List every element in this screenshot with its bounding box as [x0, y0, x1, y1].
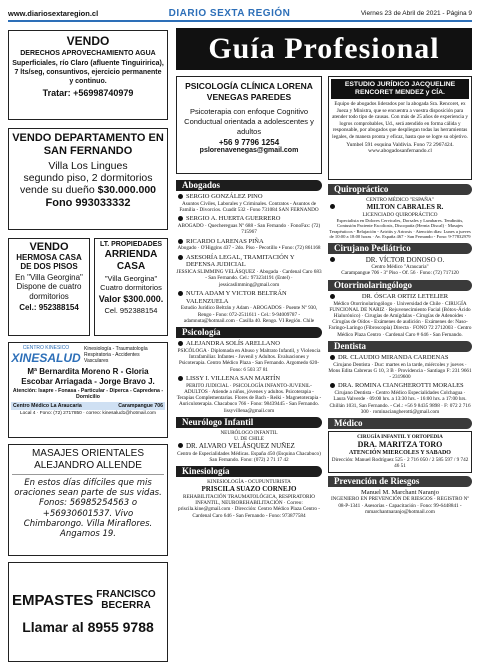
ad-contact: Local 4 · Fono: (72) 2717850 · correo: kinesalud1@hotmail.com [19, 411, 157, 417]
dentista-list [328, 354, 472, 415]
guia-title: Guía Profesional [176, 28, 472, 70]
estudio-juridico-box [328, 76, 472, 180]
ad-name: FRANCISCO BECERRA [96, 589, 156, 611]
listing-detail: Dirección: Manuel Rodríguez 525 · 2 716 050 / 2 585 597 / 9 742 46 51 [331, 457, 469, 470]
listing-detail: ABOGADO · Quechereguas Nº 688 - San Fernando · FonoFax: (72) 715967 [177, 223, 321, 236]
psicologia-list [176, 340, 322, 414]
ad-arrienda-casa [94, 238, 168, 336]
ad-subtitle: DERECHOS APROVECHAMIENTO AGUA [20, 50, 156, 57]
listing-name: DRA. ROMINA CIANGHEROTTI MORALES [328, 382, 472, 390]
listing-name: LISSY I. VILLENA SAN MARTÍN [176, 375, 322, 383]
ad-price: $30.000.000 [97, 184, 157, 197]
listing-line: KINESIOLOGÍA - OCUPUNTURISTA [207, 479, 291, 486]
listing-name: DR. CLAUDIO MIRANDA CARDENAS [328, 354, 472, 362]
listing-title: ESTUDIO JURÍDICO JACQUELINE RENCORET MENDEZ y CÍA. [331, 79, 469, 99]
listing-detail: Cirujano Dentista - Centro Médico Especialidades Colchagua · Laura Valverde · 09:00 hrs. a 13:30 hrs. - 16:00 hrs. a 17:00 hrs. Chillán 1031, San Fernando. - Cel.: +56 9 8435 9898 · F: 072 2 716 300 · rominaciangherotti@gmail.com [329, 390, 471, 415]
listing-item [176, 193, 322, 213]
section-medico: Médico [328, 418, 472, 429]
ad-line: segundo piso, 2 dormitorios [23, 172, 153, 185]
site-url[interactable]: www.diariosextaregion.cl [8, 8, 99, 18]
ad-price: Valor $300.000. [98, 294, 164, 304]
ad-phone: Llamar al 8955 9788 [22, 619, 154, 635]
ad-line: Dispone de cuatro dormitorios [16, 282, 82, 301]
ad-body: Superficiales, río Claro (afluente Tinguiririca), 7 lts/seg, consuntivos, ejercicio permanente y continuo. [12, 60, 164, 86]
listing-body: Equipo de abogados liderados por la abogada Sra. Rencoret, ex Jueza y Ministra, que se encuentra a vuestra disposición para atender todo tipo de causas. Con más de 25 años de experiencia y logros comprobables, Ud., será atendido en forma cálida y responsable, por abogados que despliegan todas las herramientas legales, de manera pronta y eficaz, hasta que se logre su objetivo. [332, 101, 468, 140]
ad-masajes [8, 444, 168, 556]
ad-phone: Fono 993033332 [45, 197, 131, 210]
ad-line: HERMOSA CASA DE DOS PISOS [16, 253, 82, 272]
listing-web[interactable]: www.abogadosanfernando.cl [368, 148, 432, 155]
listing-name: DR. ALVARO VELÁSQUEZ NUÑEZ [176, 442, 322, 450]
listing-body: Psicoterapia con enfoque Cognitivo Conductual orientada a adolescentes y adultos [184, 107, 314, 136]
listing-detail: Médico Otorrinolaringólogo · Universidad de Chile · CIRUGÍA FUNCIONAL DE NARIZ · Rejuvenecimiento Facial (Bótox-Ácido Hialurónico) · Cirugías de Amígdalas - Cirugías de Adenoides · Cirugías de Oídos - Exámenes de audición · Exámenes de: Naso-Faringo-Laringo (Fibroscopía) Directa · FONO 72 2712003 · Centro Médico Plaza Centro · Cardenal Caro # 646 - San Fernando. [328, 300, 472, 338]
listing-name: MILTON CABRALES R. [328, 203, 472, 211]
middle-column [176, 180, 322, 519]
listing-line: Centro Médico "Araucaria" [371, 264, 429, 271]
ad-vendo-agua [8, 30, 168, 120]
ad-title: VENDO [29, 241, 69, 253]
ad-title: VENDO DEPARTAMENTO EN SAN FERNANDO [12, 132, 164, 157]
page-date: Viernes 23 de Abril de 2021 - Página 9 [360, 9, 472, 17]
section-otorrino: Otorrinolaringólogo [328, 280, 472, 291]
section-quiropractico: Quiropráctico [328, 184, 472, 195]
listing-line: CIRUGÍA INFANTIL Y ORTOPEDIA [357, 434, 443, 441]
listing-detail: JESSICA SLIMMING VELÁSQUEZ · Abogada · Cardenal Caro 683 - San Fernando. Cel.: 973234191 (Entel) · jessicaslimming@gmail.com [176, 269, 322, 288]
psicologia-clinica-box [176, 76, 322, 174]
logo-tag: CENTRO KINESICO [22, 345, 70, 351]
ad-phone: Cel. 952388154 [104, 306, 158, 315]
listing-item [328, 354, 472, 381]
listing-item [176, 375, 322, 414]
listing-item [176, 238, 322, 252]
ad-line: Cuatro dormitorios [100, 283, 162, 292]
ad-xinesalud [8, 342, 168, 438]
ad-center: Centro Médico La Araucaria [13, 403, 82, 410]
ad-title: MASAJES ORIENTALES ALEJANDRO ALLENDE [31, 448, 145, 471]
listing-phone: +56 9 7796 1254 [218, 138, 280, 148]
page-header [8, 6, 472, 22]
listing-line: U. DE CHILE [234, 436, 264, 443]
listing-name: DR. VÍCTOR DONOSO O. [328, 256, 472, 264]
listing-line: NEURÓLOGO INFANTIL [220, 429, 278, 436]
ad-empastes [8, 562, 168, 662]
listing-item [176, 215, 322, 235]
section-psicologia: Psicología [176, 327, 322, 338]
listing-email[interactable]: pslorenavenegas@gmail.com [199, 147, 299, 155]
listing-line: LICENCIADO QUIROPRÁCTICO [362, 211, 438, 218]
ad-body: En estos días difíciles que mis oraciones sean parte de sus vidas. Fonos: 56985254563 o +56930601537. Vivo Chimbarongo. Villa Miraflores. Angamos 19. [14, 478, 162, 539]
listing-detail: PSICÓLOGA · Diplomada en Abuso y Maltrato Infantil, y Violencia Intrafamiliar. Infantes - Juvenil y Adultos. Evaluaciones y Psicoterapia. Centro Médico Plaza - San Fernando. Argomedo 620- Fono: 6 503 37 81 [177, 347, 321, 373]
listing-name: ASESORÍA LEGAL, TRAMITACIÓN Y DEFENSA JUDICIAL [176, 254, 322, 270]
listing-title: PSICOLOGÍA CLÍNICA LORENA VENEGAS PAREDES [185, 81, 313, 103]
xinesalud-logo [11, 345, 81, 365]
logo-brand: XINESALUD [11, 351, 81, 365]
masthead: DIARIO SEXTA REGIÓN [168, 7, 291, 19]
listing-detail: Cirujano Dentista · Duc: martes en la tarde, miércoles y jueves · Mons Edita Cabreras G 10, 3 B · Providencia - Santiago F: 231 9661 - 2319600 [328, 361, 472, 381]
ad-line: vende su dueño [19, 184, 95, 197]
ad-attention: Atención: Isapre - Fonasa - Particular - Diperca - Capredena - Dornicilio [12, 388, 164, 401]
listing-item [176, 254, 322, 288]
listing-name: RICARDO LARENAS PIÑA [176, 238, 322, 246]
section-abogados: Abogados [176, 180, 322, 191]
ad-line: LT. PROPIEDADES [99, 241, 163, 248]
section-cirujano: Cirujano Pediátrico [328, 243, 472, 254]
listing-name: ALEJANDRA SOLÍS ARELLANO [176, 340, 322, 348]
listing-detail: Carampangue 706 - 3º Piso - Of. 56 · Fono: (72) 717120 [341, 270, 459, 277]
listing-detail: Centro de Especialidades Médicas. España 450 (Esquina Chacabuco) San Fernando. Fono: (072) 2 71 17 42 [177, 450, 321, 463]
listing-name: PRISCILA SUAZO CORNEJO [201, 485, 297, 494]
listing-address: Yumbel 591 esquina Valdivia. Fono 72 2967424. [346, 142, 454, 149]
listing-name: SERGIO GONZÁLEZ PINO [176, 193, 322, 201]
listing-item [176, 290, 322, 324]
ad-vendo-departamento [8, 128, 168, 230]
ad-line: Villa Los Lingues [48, 160, 128, 173]
listing-name: NUTA ADAM Y VICTOR BELTRÁN VALENZUELA [176, 290, 322, 306]
ad-services: Kinesiología - Traumatología Respiratoria - Accidentes Vasculares [84, 346, 148, 364]
section-dentista: Dentista [328, 341, 472, 352]
ad-phone: Tratar: +56998740979 [42, 88, 134, 99]
section-neurologo: Neurólogo Infantil [176, 417, 322, 428]
listing-detail: REHABILITACIÓN TRAUMATOLÓGICA, RESPIRATORIO INFANTIL, NEUROREHABILITACIÓN · Correo: priscila.kine@gmail.com · Dirección: Centro Médico Plaza Centro - Cardenal Caro 646 - San Fernando - Fono: 973877584 [177, 493, 321, 519]
listing-name: DR. ÓSCAR ORTIZ LETELIER [328, 293, 472, 301]
ad-phone: Cel.: 952388154 [19, 302, 79, 312]
listing-item [328, 382, 472, 415]
ad-vendo-casa [8, 238, 90, 336]
listing-line: CENTRO MÉDICO "ESPAÑA" [366, 197, 434, 203]
ad-address: Carampangue 706 [118, 403, 163, 410]
section-kinesiologia: Kinesiología [176, 466, 322, 477]
listing-detail: PERITO JUDICIAL · PSICOLOGÍA INFANTO-JUVENIL-ADULTOS · Atiende a niños, jóvenes y adultos. Psicoterapia - Terapias Complementarias. Flores de Bach - Reiki - Magnetoterapia - Auriculoterapia. Chacabuco 766 - Fono: 98439445 - San Fernando. lissyvillena@gmail.com [176, 382, 322, 414]
listing-item [176, 340, 322, 373]
ad-names: Mª Bernardita Moreno R - Gloria Escobar Arriagada - Jorge Bravo J. [21, 367, 155, 386]
listing-name: SERGIO A. HUERTA GUERRERO [176, 215, 322, 223]
abogados-list [176, 193, 322, 324]
listing-detail: Especialista en Dolores Cervicales, Dorsales y Lumbares. Tendinitis, Contusión Paciente Escoliosis, Discopatía (Hernia Discal) · Masajes Terapéuticos - Relajación - Artritis y Artrosis · Atención días: Lunes a jueves de 10:00 a 18:00 horas · Av. España 467 - San Fernando - Fono: 9-77832979 [329, 217, 471, 240]
ad-title: EMPASTES [12, 591, 94, 609]
listing-detail: Estudio Jurídico Beltrán y Adam · ABOGADOS · Puente Nº 930, Rengo - Fono: 072-2511611 - Cel.: 9-94009787 - adamnuta@hotmail.com · Casilla 40. Rengo. VI Región. Chile [180, 305, 318, 324]
section-prevencion: Prevención de Riesgos [328, 476, 472, 487]
ad-title: VENDO [66, 34, 110, 48]
listing-name: DRA. MARITZA TORO [357, 440, 443, 450]
ad-line: En "Villa Georgina" [15, 273, 83, 283]
listing-line: ATENCIÓN MIERCOLES Y SABADO [349, 449, 451, 456]
ad-title: ARRIENDA CASA [104, 249, 158, 272]
listing-detail: Asuntos Civiles, Laborales y Criminales. Contratos - Asuntos de Familia - Divorcios. Cuadit 532 - Fono 731084 SAN FERNANDO [179, 200, 319, 214]
listing-detail: Abogado · O'Higgins 437 - 2do. Piso - Pecotillo • Fono: (72) 861168 [177, 245, 321, 252]
right-column [328, 184, 472, 515]
ad-line: "Villa Georgina" [104, 274, 158, 283]
listing-detail: INGENIERO EN PREVENCIÓN DE RIESGOS · REGISTRO Nº 08-P-1341 · Asesorías - Capacitación · Fono: 99-6448841 - mmarchantnaranjo@hotmail.com [330, 496, 470, 515]
listing-name: Manuel M. Marchant Naranjo [361, 488, 439, 496]
